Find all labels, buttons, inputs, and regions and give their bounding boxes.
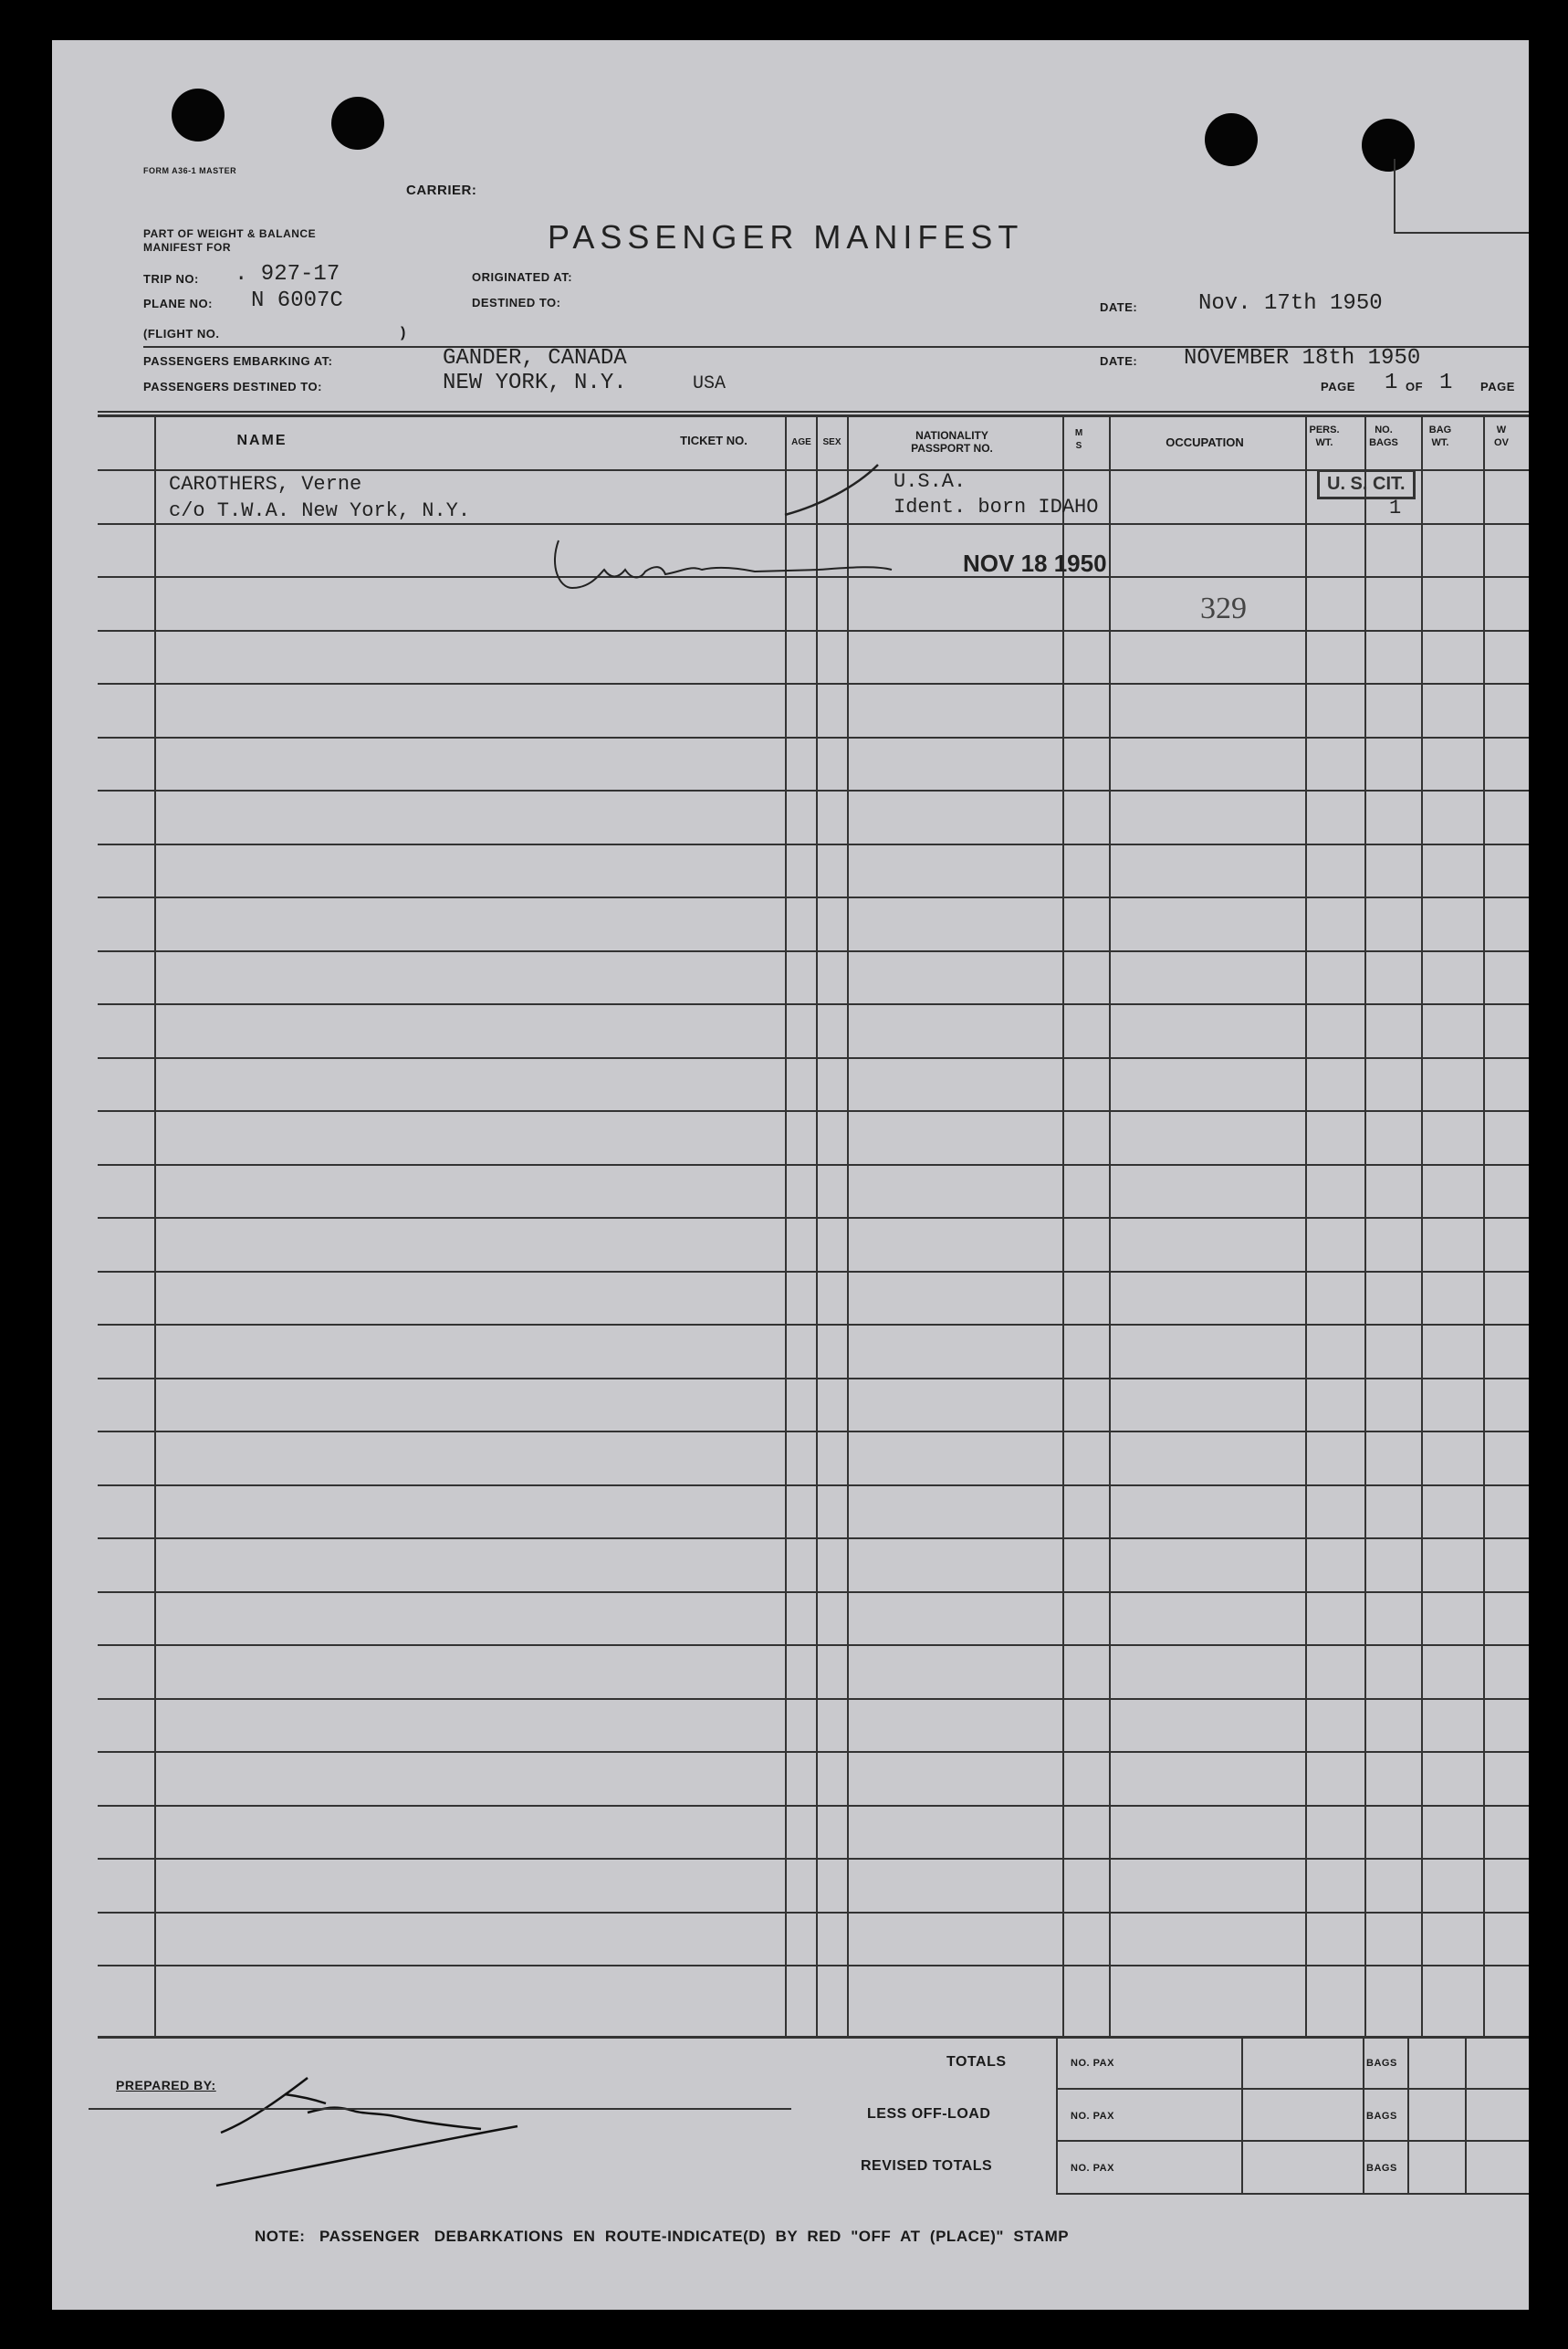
footer-note: NOTE: PASSENGER DEBARKATIONS EN ROUTE-INDICATE(D) BY RED "OFF AT (PLACE)" STAMP	[255, 2228, 1070, 2245]
destined-country: USA	[693, 373, 727, 394]
manifest-page	[52, 40, 1529, 2310]
totals-bags: BAGS	[1366, 2058, 1397, 2069]
trip-value: . 927-17	[235, 262, 340, 287]
col-sex: SEX	[822, 437, 841, 447]
page-title: PASSENGER MANIFEST	[548, 218, 1024, 256]
embarking-value: GANDER, CANADA	[443, 346, 627, 371]
citizenship-stamp: U. S. CIT.	[1317, 469, 1416, 499]
carrier-label: CARRIER:	[406, 183, 477, 198]
col-no-bags: NO. BAGS	[1369, 425, 1398, 448]
embarking-label: PASSENGERS EMBARKING AT:	[143, 354, 333, 368]
col-name: NAME	[236, 433, 287, 448]
less-nopax: NO. PAX	[1071, 2111, 1114, 2122]
originated-label: ORIGINATED AT:	[472, 270, 573, 284]
of-label: OF	[1406, 380, 1424, 393]
form-number: FORM A36-1 MASTER	[143, 166, 237, 175]
col-bag-wt: BAG WT.	[1428, 425, 1452, 448]
passenger-name: CAROTHERS, Verne	[169, 473, 362, 496]
date-stamp: NOV 18 1950	[963, 550, 1107, 577]
col-ms: M S	[1074, 428, 1083, 451]
date-label: DATE:	[1100, 300, 1138, 314]
revised-totals-label: REVISED TOTALS	[861, 2158, 993, 2174]
destined-pax-value: NEW YORK, N.Y.	[443, 371, 627, 395]
totals-nopax: NO. PAX	[1071, 2058, 1114, 2069]
totals-label: TOTALS	[946, 2054, 1007, 2070]
checkmark	[785, 465, 878, 515]
col-ticket: TICKET NO.	[680, 434, 747, 447]
destined-pax-label: PASSENGERS DESTINED TO:	[143, 380, 322, 393]
preparer-signature	[216, 2078, 517, 2186]
revised-nopax: NO. PAX	[1071, 2163, 1114, 2174]
col-nationality: NATIONALITY PASSPORT NO.	[911, 429, 993, 455]
trip-label: TRIP NO:	[143, 272, 199, 286]
page-label-2: PAGE	[1480, 380, 1515, 393]
plane-value: N 6007C	[251, 288, 343, 313]
number-stamp: 329	[1200, 592, 1247, 625]
of-value: 1	[1439, 371, 1453, 395]
col-age: AGE	[791, 437, 811, 447]
page-label: PAGE	[1321, 380, 1355, 393]
passenger-bags: 1	[1389, 497, 1402, 519]
flight-close: )	[401, 325, 406, 341]
passenger-ident: Ident. born IDAHO	[894, 496, 1099, 519]
date2-value: NOVEMBER 18th 1950	[1184, 346, 1421, 371]
col-pers-wt: PERS. WT.	[1309, 425, 1340, 448]
col-occupation: OCCUPATION	[1166, 435, 1244, 449]
passenger-nationality: U.S.A.	[894, 470, 967, 493]
agent-initials-signature	[555, 540, 892, 588]
less-bags: BAGS	[1366, 2111, 1397, 2122]
less-offload-label: LESS OFF-LOAD	[867, 2106, 991, 2122]
handwriting-layer	[52, 40, 1529, 2310]
destined-label: DESTINED TO:	[472, 296, 561, 309]
flight-label: (FLIGHT NO.	[143, 327, 220, 341]
col-over: W OV	[1494, 425, 1509, 448]
part-of-line2: MANIFEST FOR	[143, 241, 231, 254]
prepared-by-label: PREPARED BY:	[116, 2078, 216, 2092]
date2-label: DATE:	[1100, 354, 1138, 368]
revised-bags: BAGS	[1366, 2163, 1397, 2174]
part-of-line1: PART OF WEIGHT & BALANCE	[143, 227, 317, 240]
date-value: Nov. 17th 1950	[1198, 291, 1383, 316]
plane-label: PLANE NO:	[143, 297, 213, 310]
passenger-address: c/o T.W.A. New York, N.Y.	[169, 499, 471, 522]
page-value: 1	[1385, 371, 1398, 395]
